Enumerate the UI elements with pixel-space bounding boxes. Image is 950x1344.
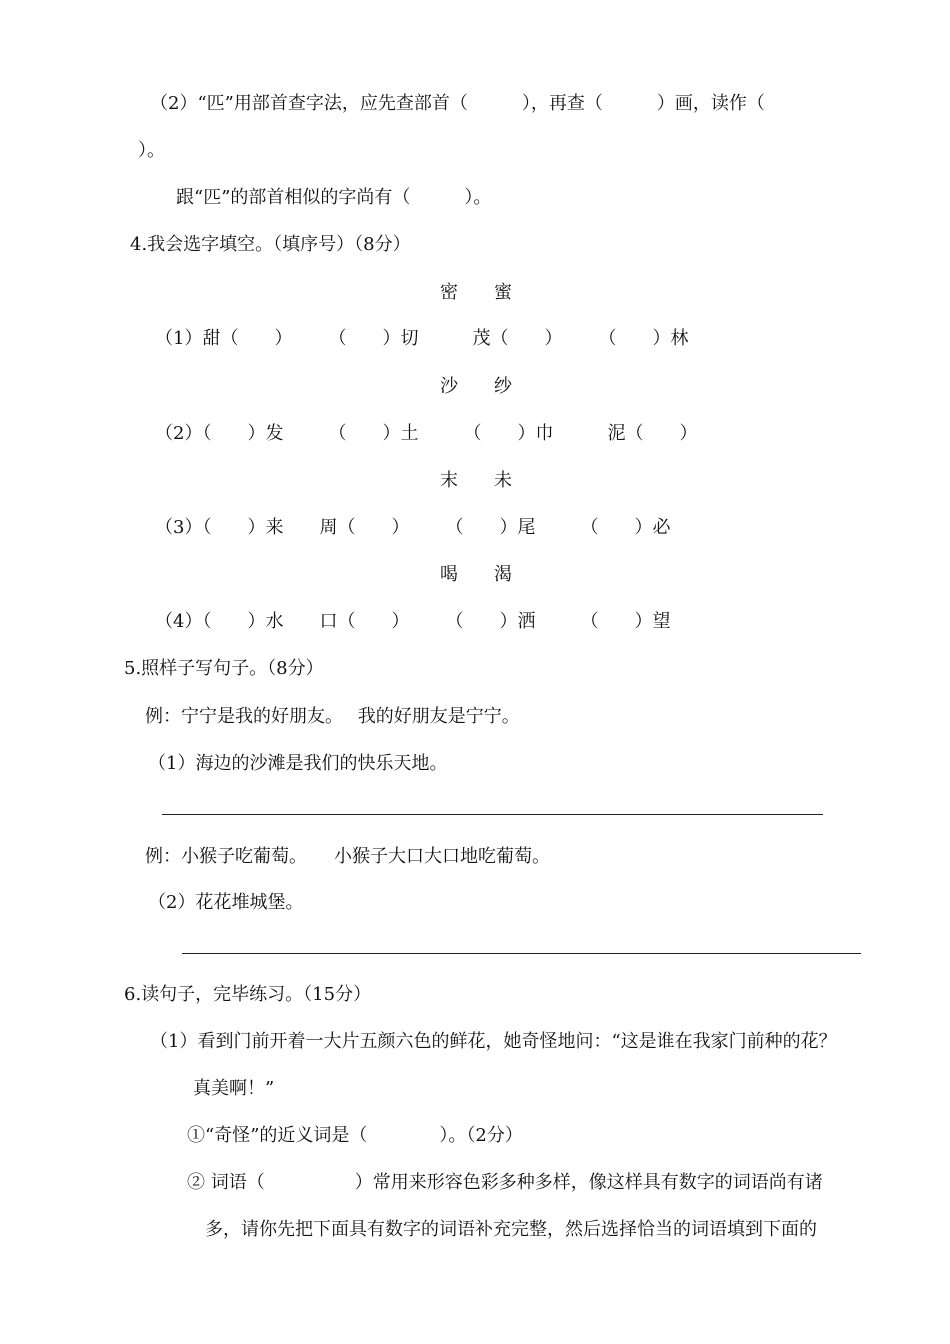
q4-char-pair-1: 密 蜜 [440, 282, 512, 303]
q6-subquestion-2-line-2: 多，请你先把下面具有数字的词语补充完整，然后选择恰当的词语填到下面的 [205, 1219, 817, 1240]
q4-row-2: （2）（ ）发 （ ）土 （ ）巾 泥（ ） [155, 423, 698, 444]
q6-title: 6.读句子，完毕练习。（15分） [124, 984, 372, 1005]
q6-subquestion-1: ①“奇怪”的近义词是（ ）。（2分） [187, 1125, 523, 1146]
q4-row-1: （1）甜（ ） （ ）切 茂（ ） （ ）林 [155, 328, 689, 349]
q5-item-1: （1）海边的沙滩是我们的快乐天地。 [148, 753, 448, 774]
q6-subquestion-2-line-1: ② 词语（ ）常用来形容色彩多种多样，像这样具有数字的词语尚有诸 [187, 1172, 823, 1193]
q4-title: 4.我会选字填空。（填序号）（8分） [130, 234, 411, 255]
q6-passage-line-2: 真美啊！” [193, 1078, 275, 1099]
q4-char-pair-4: 喝 渴 [440, 564, 512, 585]
q5-answer-line-2[interactable] [182, 953, 861, 954]
q4-row-4: （4）（ ）水 口（ ） （ ）洒 （ ）望 [155, 611, 671, 632]
q5-item-2: （2）花花堆城堡。 [148, 892, 304, 913]
q4-char-pair-3: 末 未 [440, 470, 512, 491]
q3-line-3: 跟“匹”的部首相似的字尚有（ ）。 [176, 187, 492, 208]
q4-char-pair-2: 沙 纱 [440, 376, 512, 397]
q4-row-3: （3）（ ）来 周（ ） （ ）尾 （ ）必 [155, 517, 671, 538]
q3-line-1: （2）“匹”用部首查字法，应先查部首（ ），再查（ ）画，读作（ [150, 93, 765, 114]
q5-example-1: 例：宁宁是我的好朋友。 我的好朋友是宁宁。 [145, 706, 520, 727]
q3-line-2: ）。 [138, 140, 165, 161]
q5-answer-line-1[interactable] [162, 814, 823, 815]
q6-passage-line-1: （1）看到门前开着一大片五颜六色的鲜花，她奇怪地问：“这是谁在我家门前种的花？ [150, 1031, 837, 1052]
q5-title: 5.照样子写句子。（8分） [124, 658, 324, 679]
q5-example-2: 例：小猴子吃葡萄。 小猴子大口大口地吃葡萄。 [145, 846, 550, 867]
